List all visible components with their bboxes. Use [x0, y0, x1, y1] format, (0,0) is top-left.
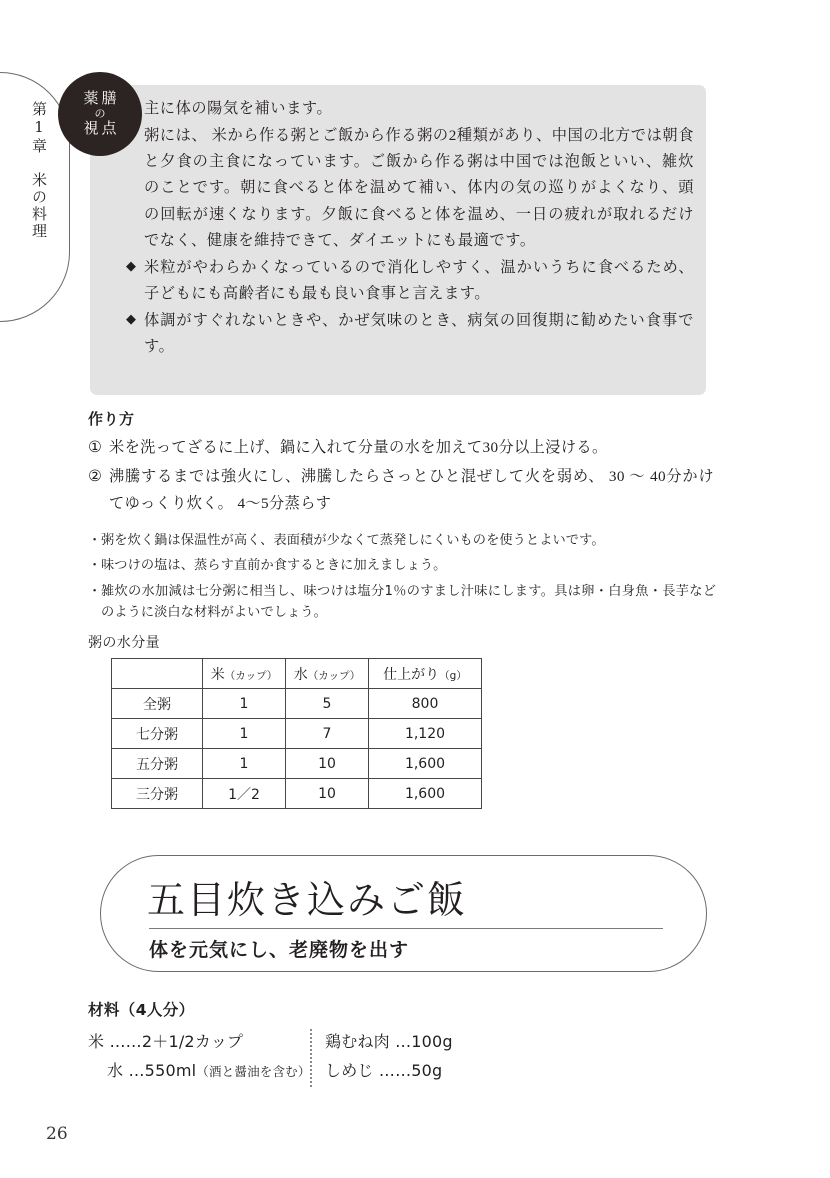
recipe-name: 五目炊き込みご飯 — [147, 878, 468, 922]
ingredient-item — [88, 1056, 311, 1085]
yakuzen-item — [126, 255, 694, 307]
yakuzen-item — [126, 96, 694, 122]
row-water: 5 — [286, 689, 369, 719]
row-rice: 1 — [203, 689, 286, 719]
yakuzen-item-text: 主に体の陽気を補います。 — [144, 100, 333, 117]
row-yield: 1,120 — [369, 719, 482, 749]
ingredients-heading: 材料（4人分） — [88, 1001, 195, 1019]
note-text: 味つけの塩は、蒸らす直前か食するときに加えましょう。 — [101, 558, 447, 574]
yakuzen-badge-line2: の — [94, 106, 106, 120]
row-water: 10 — [286, 749, 369, 779]
yakuzen-item-text: 米粒がやわらかくなっているので消化しやすく、温かいうちに食べるため、子どもにも高齢者にも最も良い食事と言えます。 — [144, 258, 694, 302]
row-yield: 1,600 — [369, 779, 482, 809]
note-bullet-icon: ・ — [88, 533, 102, 548]
row-name: 七分粥 — [112, 719, 203, 749]
recipe-subtitle: 体を元気にし、老廃物を出す — [149, 939, 410, 961]
table-header-rice: 米（カップ） — [203, 659, 286, 689]
row-water: 7 — [286, 719, 369, 749]
ingredient-note: （酒と醤油を含む） — [196, 1064, 311, 1080]
yakuzen-list — [126, 96, 694, 361]
row-name: 五分粥 — [112, 749, 203, 779]
method-steps — [88, 434, 714, 519]
table-row — [112, 719, 482, 749]
note-bullet-icon: ・ — [88, 583, 102, 599]
yakuzen-panel — [90, 85, 706, 395]
table-header-water: 水（カップ） — [286, 659, 369, 689]
method-heading: 作り方 — [88, 410, 135, 428]
step-text: 沸騰するまでは強火にし、沸騰したらさっとひと混ぜして火を弱め、 30 〜 40分かけてゆっくり炊く。 4〜5分蒸らす — [109, 468, 714, 513]
table-header-yield: 仕上がり（g） — [369, 659, 482, 689]
row-name: 全粥 — [112, 689, 203, 719]
table-row — [112, 779, 482, 809]
note-text: 粥を炊く鍋は保温性が高く、表面積が少なくて蒸発しにくいものを使うとよいです。 — [101, 533, 605, 548]
yakuzen-badge-line1: 薬膳 — [83, 89, 120, 108]
step-number: ② — [88, 468, 103, 486]
method-step — [88, 463, 714, 517]
yakuzen-item-text: 粥には、 米から作る粥とご飯から作る粥の2種類があり、中国の北方では朝食と夕食の主食になっています。ご飯から作る粥は中国では泡飯といい、雑炊のことです。朝に食べると体を温めて補い、体内の気の巡りがよくなり、頭の回転が速くなります。夕飯に食べると体を温め、一日の疲れが取れるだけでなく、健康を維持できて、ダイエットにも最適です。 — [144, 127, 694, 249]
yakuzen-item — [126, 123, 694, 254]
table-header-blank — [112, 659, 203, 689]
row-rice: 1 — [203, 749, 286, 779]
method-note — [88, 555, 716, 576]
note-bullet-icon: ・ — [88, 558, 102, 574]
method-note — [88, 530, 716, 551]
row-water: 10 — [286, 779, 369, 809]
yakuzen-item-text: 体調がすぐれないときや、かぜ気味のとき、病気の回復期に勧めたい食事です。 — [144, 312, 694, 356]
table-row — [112, 749, 482, 779]
water-ratio-table — [111, 658, 482, 809]
row-rice: 1 — [203, 719, 286, 749]
step-text: 米を洗ってざるに上げ、鍋に入れて分量の水を加えて30分以上浸ける。 — [109, 439, 608, 456]
row-name: 三分粥 — [112, 779, 203, 809]
method-step — [88, 434, 714, 461]
table-header-row — [112, 659, 482, 689]
diamond-bullet-icon: ◆ — [126, 257, 137, 273]
yakuzen-badge-line3: 視点 — [83, 119, 120, 138]
row-yield: 1,600 — [369, 749, 482, 779]
ingredient-text: 水 …550ml — [107, 1061, 197, 1081]
step-number: ① — [88, 439, 103, 456]
method-note — [88, 581, 716, 624]
ingredients-column-right — [325, 1027, 525, 1085]
yakuzen-item — [126, 308, 694, 360]
method-notes — [88, 530, 716, 628]
yakuzen-badge — [58, 72, 142, 156]
table-row — [112, 689, 482, 719]
ingredients-divider — [310, 1029, 312, 1087]
recipe-title-box — [100, 855, 707, 972]
recipe-divider — [149, 928, 663, 929]
note-text: 雑炊の水加減は七分粥に相当し、味つけは塩分1％のすまし汁味にします。具は卵・白身魚・長芋などのように淡白な材料がよいでしょう。 — [101, 583, 716, 621]
page-number: 26 — [46, 1124, 68, 1144]
table-caption: 粥の水分量 — [88, 635, 160, 651]
chapter-tab-label: 第1章 米の料理 — [30, 101, 48, 240]
row-rice: 1／2 — [203, 779, 286, 809]
ingredient-item: 鶏むね肉 …100g — [325, 1032, 453, 1051]
row-yield: 800 — [369, 689, 482, 719]
diamond-bullet-icon: ◆ — [126, 311, 137, 327]
ingredient-item: しめじ ……50g — [325, 1061, 443, 1081]
ingredients-column-left — [88, 1027, 311, 1085]
ingredient-item: 米 ……2＋1/2カップ — [88, 1032, 244, 1051]
